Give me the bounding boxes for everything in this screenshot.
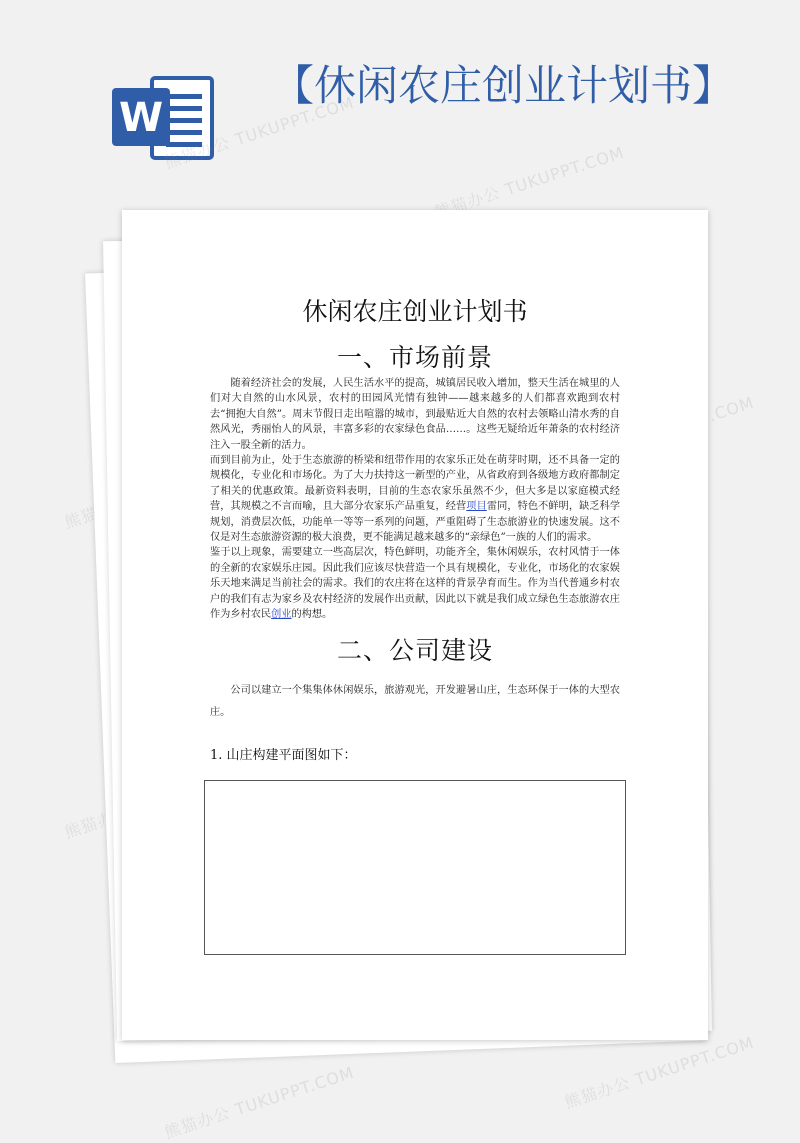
company-section-body <box>210 680 620 724</box>
paragraph: 而到目前为止，处于生态旅游的桥梁和纽带作用的农家乐正处在萌芽时期，还不具备一定的规模化，专业化和市场化。为了大力扶持这一新型的产业，从省政府到各级地方政府都制定了相关的优惠政策。最新资料表明，目前的生态农家乐虽然不少，但大多是以家庭模式经营，其规模之不言而喻，且大部分农家乐产品重复，经营项目雷同，特色不鲜明，缺乏科学规划，消费层次低，功能单一等等一系列的问题，严重阻碍了生态旅游业的快速发展。这不仅是对生态旅游资源的极大浪费，更不能满足越来越多的“亲绿色”一族的人们的需求。 <box>210 455 621 544</box>
list-heading: 1. 山庄构建平面图如下： <box>210 748 357 763</box>
watermark: 熊猫办公 TUKUPPT.COM <box>432 142 627 223</box>
section-heading-company: 二、公司建设 <box>336 636 493 665</box>
floor-plan-placeholder <box>204 780 626 955</box>
watermark: 熊猫办公 TUKUPPT.COM <box>162 92 357 173</box>
watermark: 熊猫办公 <box>62 803 133 843</box>
link-startup[interactable]: 创业 <box>271 609 292 621</box>
document-title: 休闲农庄创业计划书 <box>302 297 528 326</box>
page-title: 【休闲农庄创业计划书】 <box>272 61 735 110</box>
paragraph: 公司以建立一个集集体休闲娱乐，旅游观光，开发避暑山庄，生态环保于一体的大型农庄。 <box>210 685 620 718</box>
section-heading-market: 一、市场前景 <box>336 343 493 372</box>
link-project[interactable]: 项目 <box>466 501 487 513</box>
document-page <box>122 210 708 1040</box>
paragraph: 鉴于以上现象，需要建立一些高层次，特色鲜明，功能齐全，集休闲娱乐，农村风情于一体的全新的农家娱乐庄园。因此我们应该尽快营造一个具有规模化，专业化，市场化的农家娱乐天地来满足当前社会的需求。我们的农庄将在这样的背景孕育而生。作为当代普通乡村农户的我们有志为家乡及农村经济的发展作出贡献，因此以下就是我们成立绿色生态旅游农庄作为乡村农民创业的构想。 <box>210 547 620 621</box>
watermark: 熊猫办公 TUKUPPT.COM <box>562 1032 757 1113</box>
paragraph: 随着经济社会的发展，人民生活水平的提高，城镇居民收入增加，整天生活在城里的人们对大自然的山水风景，农村的田园风光情有独钟——越来越多的人们都喜欢跑到农村去“拥抱大自然”。周末节假日走出喧嚣的城市，到最贴近大自然的农村去领略山清水秀的自然风光，秀丽怡人的风景，丰富多彩的农家绿色食品……。这些无疑给近年萧条的农村经济注入一股全新的活力。 <box>210 378 620 451</box>
svg-text:W: W <box>118 95 164 141</box>
market-section-body <box>210 376 620 623</box>
watermark: 熊猫办公 TUKUPPT.COM <box>162 1062 357 1143</box>
word-icon <box>112 76 216 160</box>
